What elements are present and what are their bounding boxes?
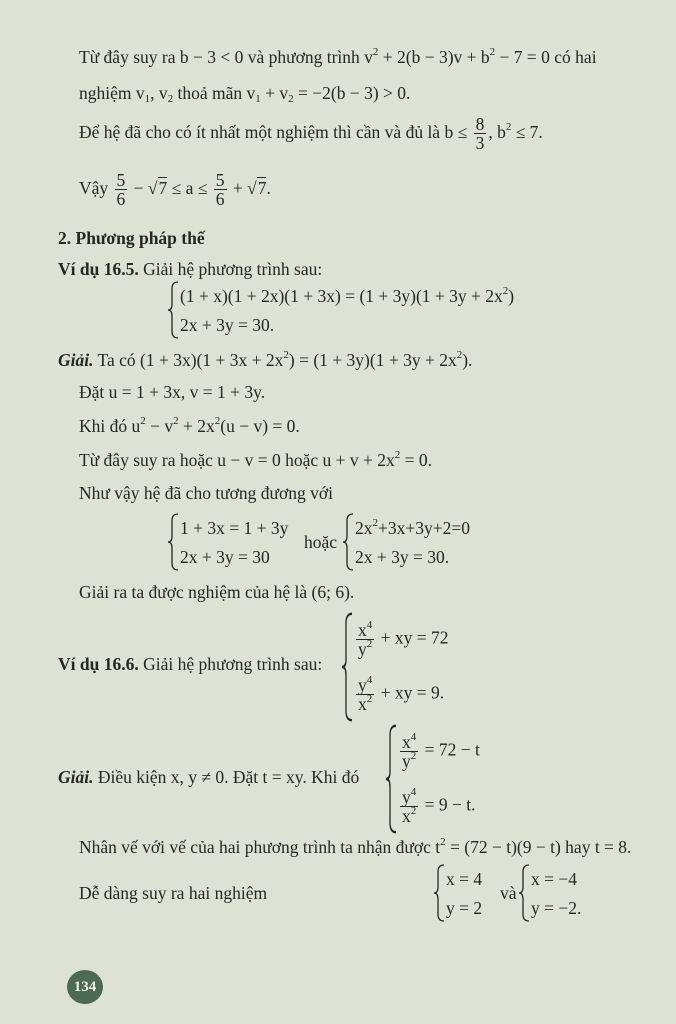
denominator: [358, 640, 372, 658]
equation-system: [168, 513, 288, 571]
text: y: [402, 787, 411, 807]
text: ≤ a ≤: [167, 178, 212, 198]
text: .: [266, 178, 271, 198]
exponent: 2: [456, 349, 463, 361]
brace-icon: [168, 281, 180, 339]
numerator: 8: [475, 114, 485, 135]
text: Ta có (1 + 3x)(1 + 3x + 2x: [93, 350, 284, 370]
text: ) = (1 + 3y)(1 + 3y + 2x: [288, 350, 457, 370]
equation: 1 + 3x = 1 + 3y: [180, 517, 289, 538]
text-line: [79, 46, 597, 68]
equation: [398, 733, 480, 770]
text: ≤ 7.: [511, 122, 543, 142]
brace-icon: [168, 513, 180, 571]
text: ).: [462, 350, 473, 370]
text-line: [79, 449, 432, 471]
exponent: 2: [489, 46, 496, 58]
text: = −2(b − 3) > 0.: [293, 83, 411, 103]
exponent: 2: [140, 415, 146, 427]
text: = 9 − t.: [420, 794, 476, 815]
fraction: [115, 171, 128, 208]
numerator: 5: [116, 170, 126, 191]
text: +: [228, 178, 248, 198]
exponent: 2: [214, 415, 221, 427]
exponent: 2: [440, 836, 446, 848]
subscript: 2: [167, 93, 174, 105]
exponent: 2: [372, 516, 378, 529]
text-line: [79, 415, 300, 437]
denominator: [402, 752, 416, 770]
example-title: [58, 258, 322, 280]
example-title: [58, 653, 322, 675]
brace-icon: [434, 864, 446, 922]
equation: y = 2: [446, 897, 483, 918]
numerator: 5: [215, 170, 225, 191]
fraction: [214, 171, 227, 208]
text: + v: [260, 83, 289, 103]
equation-system: [342, 612, 449, 722]
text: − v: [145, 416, 174, 436]
example-label: Ví dụ 16.6.: [58, 654, 139, 674]
equation-system: [386, 724, 480, 834]
text-line: [79, 112, 543, 152]
text: x: [402, 732, 411, 752]
subscript: 1: [255, 93, 261, 105]
exponent: 2: [283, 349, 289, 361]
example-label: Ví dụ 16.5.: [58, 259, 139, 279]
radicand: 7: [257, 178, 267, 198]
radicand: 7: [158, 178, 168, 198]
solution-system: [434, 864, 482, 922]
denominator: 6: [215, 189, 225, 210]
text: ): [508, 285, 515, 306]
brace-icon: [519, 864, 531, 922]
text: Vậy: [79, 178, 113, 198]
equation: 2x + 3y = 30: [180, 546, 270, 567]
fraction: [400, 733, 418, 770]
solution-system: [519, 864, 581, 922]
text: Giải hệ phương trình sau:: [138, 259, 323, 279]
text: Nhân vế với vế của hai phương trình ta nhận được t: [79, 837, 441, 857]
exponent: 2: [502, 284, 509, 297]
subscript: 1: [144, 93, 151, 105]
exponent: 2: [366, 693, 373, 705]
text: Giải hệ phương trình sau:: [138, 654, 323, 674]
text: , b: [488, 122, 506, 142]
equation: [180, 283, 514, 309]
denominator: 6: [116, 189, 126, 210]
equation: [398, 788, 480, 825]
conjunction: hoặc: [304, 532, 338, 552]
fraction: [356, 621, 374, 658]
exponent: 2: [366, 638, 373, 650]
text-line: [58, 766, 359, 788]
exponent: 2: [505, 121, 512, 133]
text: Để hệ đã cho có ít nhất một nghiệm thì cần và đủ là b ≤: [79, 122, 472, 142]
text: Điều kiện x, y ≠ 0. Đặt t = xy. Khi đó: [93, 767, 360, 787]
text: thoả mãn v: [173, 83, 256, 103]
denominator: [402, 807, 416, 825]
text-line: [79, 168, 271, 208]
sqrt-sign: √: [247, 178, 257, 198]
text-line: Dễ dàng suy ra hai nghiệm: [79, 883, 268, 903]
equation-system: [343, 513, 470, 571]
fraction: [474, 115, 487, 152]
text: y: [358, 639, 367, 659]
equation: [354, 676, 449, 713]
fraction: [400, 788, 418, 825]
text: + xy = 9.: [376, 682, 445, 703]
text: + xy = 72: [376, 627, 449, 648]
exponent: 2: [173, 415, 179, 427]
text: (u − v) = 0.: [220, 416, 300, 436]
text: + 2(b − 3)v + b: [378, 47, 490, 67]
solution-label: Giải.: [58, 350, 94, 370]
exponent: 2: [394, 449, 401, 461]
text-line: Giải ra ta được nghiệm của hệ là (6; 6).: [79, 582, 355, 602]
equation: x = 4: [446, 868, 483, 889]
equation: [355, 515, 470, 541]
text-line: [58, 349, 472, 371]
text: (1 + x)(1 + 2x)(1 + 3x) = (1 + 3y)(1 + 3y + 2x: [180, 285, 503, 306]
text-line: [79, 82, 410, 104]
equation: y = −2.: [531, 897, 582, 918]
text: Từ đây suy ra hoặc u − v = 0 hoặc u + v + 2x: [79, 450, 395, 470]
text: + 2x: [178, 416, 215, 436]
section-heading: [58, 227, 205, 249]
solution-label: Giải.: [58, 767, 94, 787]
text-line: [79, 836, 631, 858]
text: − 7 = 0 có hai: [495, 47, 597, 67]
text: y: [402, 751, 411, 771]
text: x: [358, 620, 367, 640]
exponent: 4: [410, 786, 417, 798]
equation-system: [168, 281, 514, 339]
text: = (72 − t)(9 − t) hay t = 8.: [445, 837, 632, 857]
exponent: 4: [366, 619, 373, 631]
text: 2x: [355, 517, 373, 538]
text: Khi đó u: [79, 416, 141, 436]
text-line: Đặt u = 1 + 3x, v = 1 + 3y.: [79, 382, 266, 402]
brace-icon: [342, 612, 354, 722]
text: nghiệm v: [79, 83, 145, 103]
text: −: [129, 178, 148, 198]
text: y: [358, 675, 367, 695]
exponent: 2: [372, 46, 379, 58]
equation: [354, 621, 449, 658]
equation: x = −4: [531, 868, 577, 889]
text: , v: [150, 83, 168, 103]
sqrt-sign: √: [147, 178, 158, 198]
text-line: Như vậy hệ đã cho tương đương với: [79, 483, 334, 503]
brace-icon: [386, 724, 398, 834]
conjunction: và: [500, 883, 517, 903]
exponent: 2: [410, 805, 417, 817]
heading-text: 2. Phương pháp thế: [58, 228, 205, 248]
text: +3x+3y+2=0: [378, 517, 470, 538]
text: x: [358, 694, 367, 714]
exponent: 4: [366, 674, 373, 686]
text: x: [402, 806, 411, 826]
equation: 2x + 3y = 30.: [355, 546, 450, 567]
text: = 72 − t: [420, 739, 480, 760]
brace-icon: [343, 513, 355, 571]
text: = 0.: [400, 450, 433, 470]
denominator: 3: [475, 133, 485, 154]
text: Từ đây suy ra b − 3 < 0 và phương trình v: [79, 47, 373, 67]
page-number: 134: [67, 970, 103, 1004]
equation: 2x + 3y = 30.: [180, 314, 275, 335]
denominator: [358, 695, 372, 713]
exponent: 2: [410, 750, 417, 762]
subscript: 2: [288, 93, 294, 105]
fraction: [356, 676, 374, 713]
exponent: 4: [410, 731, 417, 743]
